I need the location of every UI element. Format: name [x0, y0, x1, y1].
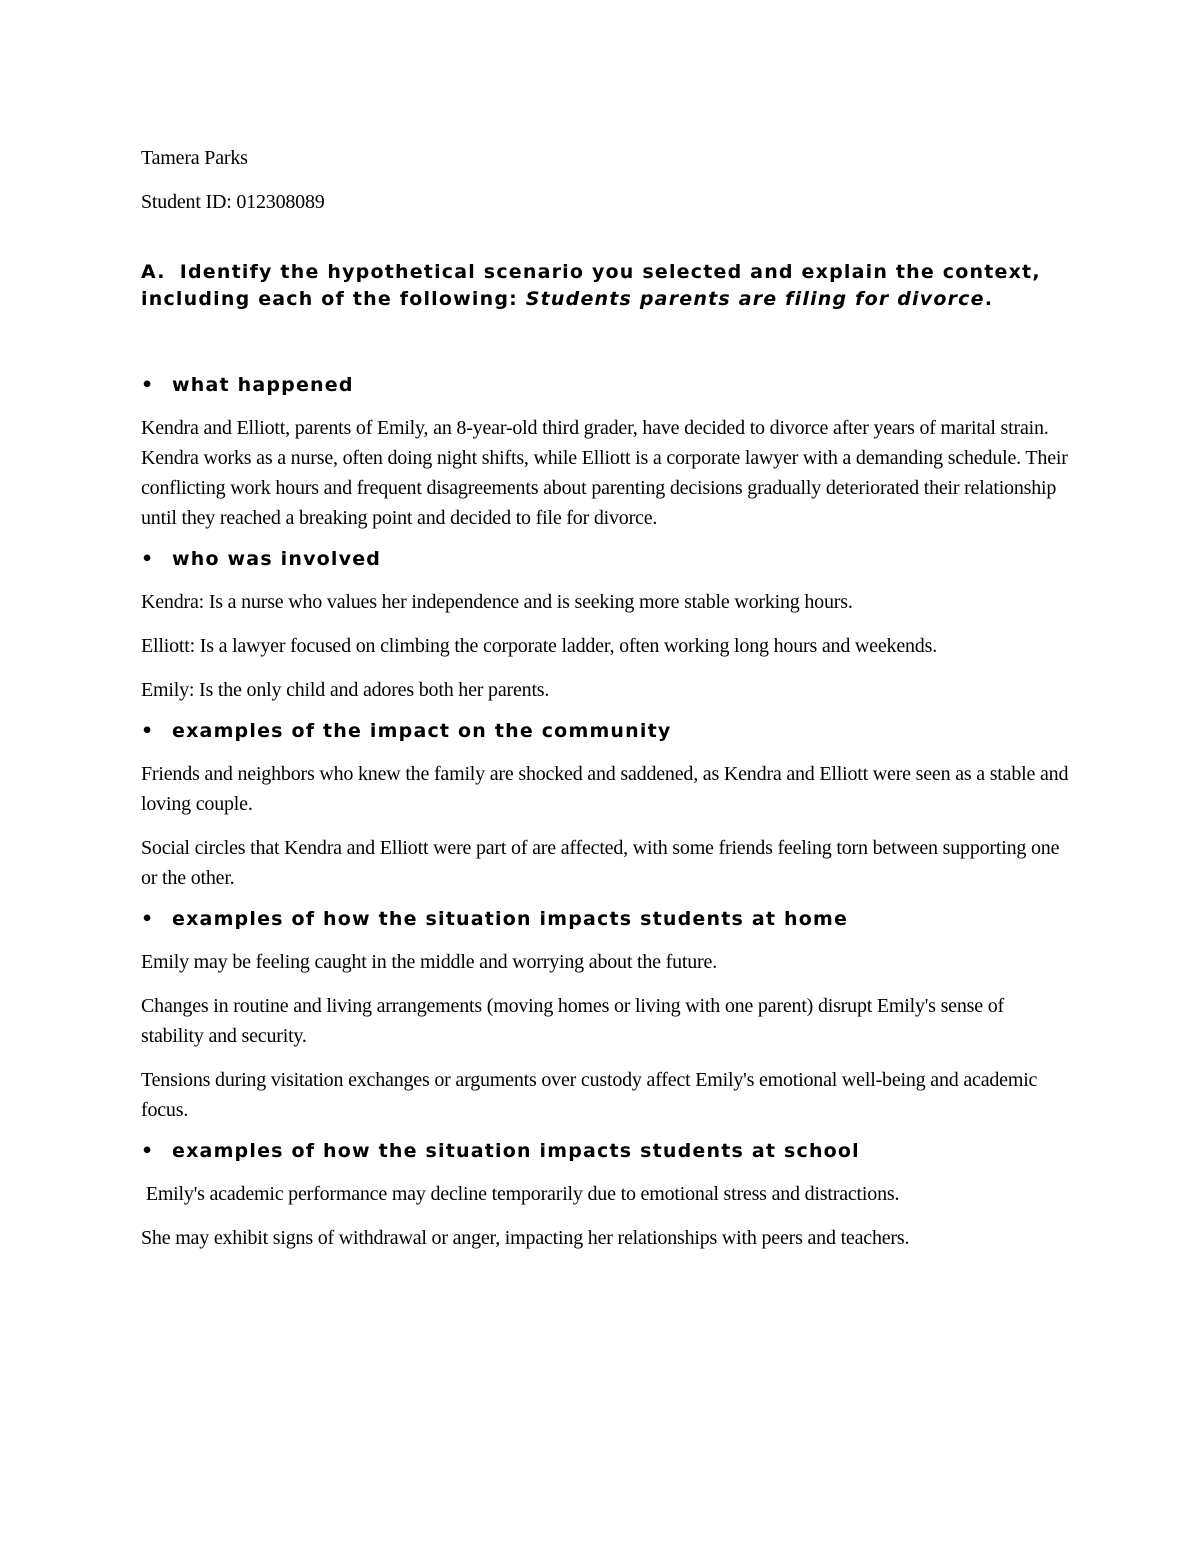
bullet-who-was-involved: [141, 545, 1071, 573]
bullet-icon: •: [141, 720, 155, 742]
bullet-icon: •: [141, 548, 155, 570]
bullet-title: who was involved: [172, 548, 382, 570]
heading-suffix: .: [984, 288, 994, 310]
bullet-title: examples of how the situation impacts students at home: [172, 908, 849, 930]
bullet-title: examples of the impact on the community: [172, 720, 672, 742]
paragraph: Tensions during visitation exchanges or arguments over custody affect Emily's emotional well-being and academic focus.: [141, 1069, 1038, 1121]
paragraph: Kendra and Elliott, parents of Emily, an 8-year-old third grader, have decided to divorce after years of marital strain. Kendra works as a nurse, often doing night shifts, while Elliott is a corporate lawyer with a demanding schedule. Their conflicting work hours and frequent disagreements about parenting decisions gradually deteriorated their relationship until they reached a breaking point and decided to file for divorce.: [141, 417, 1068, 529]
section-heading: [141, 259, 1071, 313]
bullet-icon: •: [141, 908, 155, 930]
bullet-title: examples of how the situation impacts students at school: [172, 1140, 860, 1162]
paragraph: Changes in routine and living arrangements (moving homes or living with one parent) disrupt Emily's sense of stability and security.: [141, 995, 1004, 1047]
paragraph: Social circles that Kendra and Elliott were part of are affected, with some friends feeling torn between supporting one or the other.: [141, 837, 1060, 889]
bullet-icon: •: [141, 1140, 155, 1162]
bullet-impact-home: [141, 905, 1071, 933]
document-body: [141, 140, 1071, 1253]
paragraph: Friends and neighbors who knew the family are shocked and saddened, as Kendra and Elliott were seen as a stable and loving couple.: [141, 763, 1069, 815]
paragraph: Kendra: Is a nurse who values her independence and is seeking more stable working hours.: [141, 591, 853, 613]
bullet-impact-community: [141, 717, 1071, 745]
heading-text: Identify the hypothetical scenario you selected and explain the context, including each of the following:: [141, 261, 1041, 310]
bullet-impact-school: [141, 1137, 1071, 1165]
paragraph: She may exhibit signs of withdrawal or anger, impacting her relationships with peers and teachers.: [141, 1227, 910, 1249]
heading-letter: A.: [141, 261, 166, 283]
bullet-title: what happened: [172, 374, 354, 396]
paragraph: Emily's academic performance may decline temporarily due to emotional stress and distractions.: [141, 1183, 900, 1205]
paragraph: Emily may be feeling caught in the middle and worrying about the future.: [141, 951, 717, 973]
bullet-icon: •: [141, 374, 155, 396]
student-id: Student ID: 012308089: [141, 191, 325, 213]
paragraph: Elliott: Is a lawyer focused on climbing the corporate ladder, often working long hours and weekends.: [141, 635, 937, 657]
bullet-what-happened: [141, 371, 1071, 399]
paragraph: Emily: Is the only child and adores both her parents.: [141, 679, 550, 701]
author-name: Tamera Parks: [141, 147, 248, 169]
heading-emphasis: Students parents are filing for divorce: [525, 288, 985, 310]
